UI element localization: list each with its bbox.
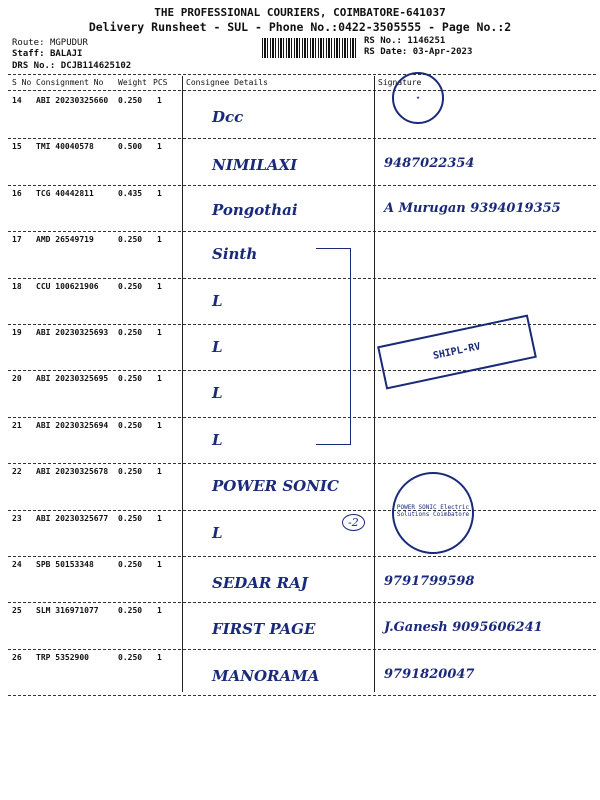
row-pcs: 1 <box>157 467 162 477</box>
row-divider <box>8 138 596 139</box>
row-divider <box>8 370 596 371</box>
row-consignment: ABI 20230325678 <box>36 467 109 477</box>
rs-no-label: RS No.: <box>364 36 402 46</box>
row-divider <box>8 231 596 232</box>
row-weight: 0.250 <box>118 606 143 616</box>
staff-label: Staff: <box>12 49 45 59</box>
rs-no-value: 1146251 <box>407 36 446 46</box>
row-sno: 19 <box>12 328 22 337</box>
row-consignment: SLM 316971077 <box>36 606 99 616</box>
row-pcs: 1 <box>157 374 162 384</box>
row-pcs: 1 <box>157 513 162 523</box>
consignee-handwriting: MANORAMA <box>212 666 320 685</box>
consignee-handwriting: Pongothai <box>212 200 298 219</box>
rs-date-line <box>364 47 472 57</box>
runsheet-title: Delivery Runsheet - SUL - Phone No.:0422-3505555 - Page No.:2 <box>88 20 512 34</box>
signature-handwriting: 9791799598 <box>384 574 475 589</box>
row-pcs: 1 <box>157 96 162 105</box>
col-pcs: PCS <box>153 78 168 87</box>
header-bottom-rule <box>8 90 596 91</box>
row-pcs: 1 <box>157 328 162 337</box>
row-divider <box>8 602 596 603</box>
row-divider <box>8 278 596 279</box>
rs-date-value: 03-Apr-2023 <box>412 47 473 57</box>
row-consignment: TCG 40442811 <box>36 188 94 198</box>
row-weight: 0.250 <box>118 652 143 662</box>
row-weight: 0.250 <box>118 281 143 291</box>
row-pcs: 1 <box>157 235 162 245</box>
route-line <box>12 38 88 48</box>
row-weight: 0.500 <box>118 142 143 152</box>
row-weight: 0.435 <box>118 188 143 198</box>
row-consignment: CCU 100621906 <box>36 281 99 291</box>
row-sno: 17 <box>12 235 22 245</box>
row-consignment: ABI 20230325695 <box>36 374 109 384</box>
row-consignment: TRP 5352900 <box>36 652 89 662</box>
drs-label: DRS No.: <box>12 61 56 71</box>
row-consignment: TMI 40040578 <box>36 142 94 152</box>
signature-column-rule <box>374 76 375 692</box>
shipl-stamp: SHIPL-RV <box>377 314 537 389</box>
route-value: MGPUDUR <box>49 38 88 48</box>
row-weight: 0.250 <box>118 328 143 337</box>
row-pcs: 1 <box>157 188 162 198</box>
courier-stamp-icon: ★ <box>392 72 444 124</box>
row-weight: 0.250 <box>118 513 143 523</box>
row-sno: 23 <box>12 513 22 523</box>
consignee-handwriting: L <box>212 384 223 403</box>
col-weight: Weight <box>118 78 147 87</box>
row-weight: 0.250 <box>118 467 143 477</box>
row-sno: 22 <box>12 467 22 477</box>
company-title: THE PROFESSIONAL COURIERS, COIMBATORE-641037 <box>154 6 446 19</box>
rs-date-label: RS Date: <box>364 47 408 57</box>
consignee-handwriting: L <box>212 523 223 542</box>
route-label: Route: <box>12 38 45 48</box>
details-column-rule <box>182 76 183 692</box>
row-pcs: 1 <box>157 281 162 291</box>
col-consignment: Consignment No <box>36 78 104 87</box>
col-signature: Signature <box>378 78 422 87</box>
row-divider <box>8 185 596 186</box>
row-divider <box>8 463 596 464</box>
consignee-handwriting: Dcc <box>212 108 244 126</box>
row-sno: 25 <box>12 606 22 616</box>
row-divider <box>8 649 596 650</box>
row-sno: 15 <box>12 142 22 152</box>
rs-no-line <box>364 36 445 46</box>
drs-value: DCJB114625102 <box>60 61 132 71</box>
row-weight: 0.250 <box>118 235 143 245</box>
row-weight: 0.250 <box>118 420 143 430</box>
signature-handwriting: 9487022354 <box>384 156 475 172</box>
row-sno: 20 <box>12 374 22 384</box>
minus-two-note: -2 <box>342 514 365 531</box>
row-sno: 24 <box>12 560 22 569</box>
col-details: Consignee Details <box>186 78 268 87</box>
row-divider <box>8 556 596 557</box>
consignee-handwriting: FIRST PAGE <box>212 620 316 639</box>
row-pcs: 1 <box>157 652 162 662</box>
drs-line <box>12 61 131 71</box>
row-pcs: 1 <box>157 420 162 430</box>
row-pcs: 1 <box>157 560 162 569</box>
row-consignment: ABI 20230325677 <box>36 513 109 523</box>
power-sonic-stamp: POWER SONIC Electric Solutions Coimbatore <box>392 472 474 554</box>
col-sno: S No <box>12 78 32 87</box>
row-sno: 16 <box>12 188 22 198</box>
row-consignment: AMD 26549719 <box>36 235 94 245</box>
consignee-handwriting: NIMILAXI <box>212 156 298 175</box>
row-divider <box>8 417 596 418</box>
barcode-icon <box>262 38 358 58</box>
consignee-handwriting: L <box>212 430 223 449</box>
row-consignment: SPB 50153348 <box>36 560 94 569</box>
consignee-handwriting: SEDAR RAJ <box>212 574 308 592</box>
signature-handwriting: A Murugan 9394019355 <box>384 200 561 216</box>
row-weight: 0.250 <box>118 374 143 384</box>
row-weight: 0.250 <box>118 560 143 569</box>
staff-line <box>12 49 82 59</box>
row-consignment: ABI 20230325694 <box>36 420 109 430</box>
consignee-handwriting: Sinth <box>212 245 258 264</box>
row-sno: 14 <box>12 96 22 105</box>
row-weight: 0.250 <box>118 96 143 105</box>
row-pcs: 1 <box>157 142 162 152</box>
consignee-handwriting: L <box>212 338 223 356</box>
row-consignment: ABI 20230325693 <box>36 328 109 337</box>
signature-handwriting: J.Ganesh 9095606241 <box>384 620 543 636</box>
consignee-handwriting: L <box>212 291 223 310</box>
row-sno: 21 <box>12 420 22 430</box>
row-sno: 26 <box>12 652 22 662</box>
consignee-handwriting: POWER SONIC <box>212 477 339 496</box>
bracket-mark <box>316 248 351 445</box>
row-consignment: ABI 20230325660 <box>36 96 109 105</box>
row-pcs: 1 <box>157 606 162 616</box>
staff-value: BALAJI <box>49 49 83 59</box>
row-divider <box>8 695 596 696</box>
signature-handwriting: 9791820047 <box>384 666 475 682</box>
header-top-rule <box>8 74 596 75</box>
row-sno: 18 <box>12 281 22 291</box>
row-divider <box>8 510 596 511</box>
